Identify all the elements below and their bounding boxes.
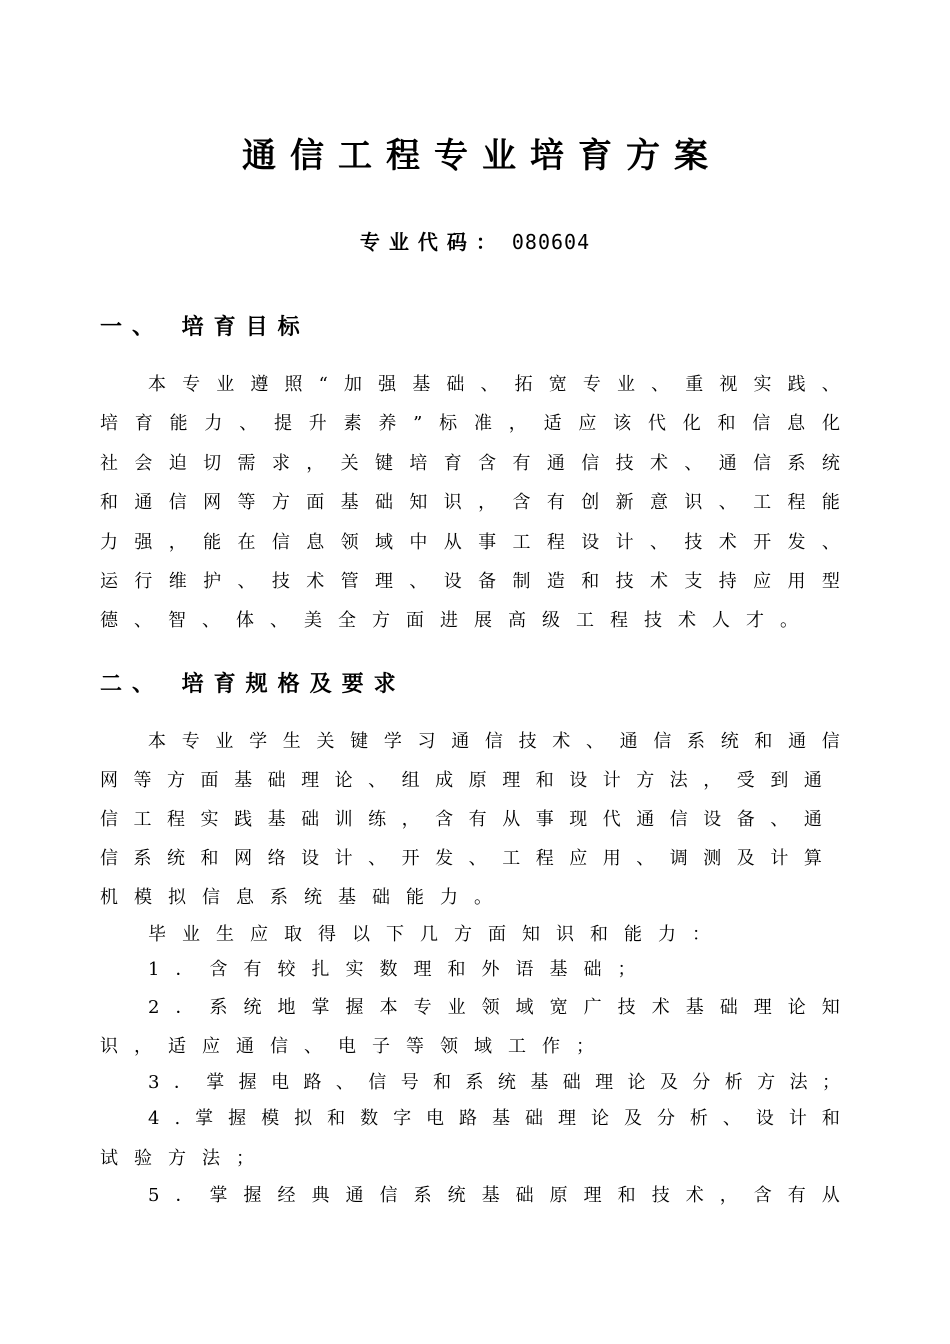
paragraph-line: 力 强 ， 能 在 信 息 领 域 中 从 事 工 程 设 计 、 技 术 开 发 、 [100,532,840,553]
paragraph-line: 信 系 统 和 网 络 设 计 、 开 发 、 工 程 应 用 、 调 测 及 计 算 [100,848,822,869]
section-heading-requirements: 二、 培育规格及要求 [100,672,406,697]
paragraph-line: 本 专 业 遵 照 “ 加 强 基 础 、 拓 宽 专 业 、 重 视 实 践 、 [148,374,840,395]
paragraph-line: 机 模 拟 信 息 系 统 基 础 能 力 。 [100,887,492,908]
paragraph-line: 培 育 能 力 、 提 升 素 养 ” 标 准 ， 适 应 该 代 化 和 信 息 化 [100,413,840,434]
paragraph-line: 社 会 迫 切 需 求 ， 关 键 培 育 含 有 通 信 技 术 、 通 信 系 统 [100,453,840,474]
document-title: 通信工程专业培育方案 [242,136,722,176]
paragraph-line: 和 通 信 网 等 方 面 基 础 知 识 ， 含 有 创 新 意 识 、 工 程 能 [100,492,840,513]
major-code [0,226,950,255]
major-code-label: 专业代码： [359,230,505,254]
list-item: 1 ． 含 有 较 扎 实 数 理 和 外 语 基 础 ； [148,959,636,980]
paragraph-line: 网 等 方 面 基 础 理 论 、 组 成 原 理 和 设 计 方 法 ， 受 到 通 [100,770,822,791]
list-item: 4 . 掌 握 模 拟 和 数 字 电 路 基 础 理 论 及 分 析 、 设 计 和 [148,1108,840,1129]
list-item: 2 ． 系 统 地 掌 握 本 专 业 领 域 宽 广 技 术 基 础 理 论 知 [148,997,840,1018]
list-item: 5 ． 掌 握 经 典 通 信 系 统 基 础 原 理 和 技 术 ， 含 有 从 [148,1185,840,1206]
section-heading-goals: 一、 培育目标 [100,315,310,340]
paragraph-line: 毕 业 生 应 取 得 以 下 几 方 面 知 识 和 能 力 ： [148,924,710,945]
major-code-value: 080604 [511,230,591,254]
list-item: 3 ． 掌 握 电 路 、 信 号 和 系 统 基 础 理 论 及 分 析 方 法 ； [148,1072,840,1093]
list-item-continuation: 识 ， 适 应 通 信 、 电 子 等 领 域 工 作 ； [100,1036,594,1057]
paragraph-line: 德 、 智 、 体 、 美 全 方 面 进 展 高 级 工 程 技 术 人 才 。 [100,610,798,631]
list-item-continuation: 试 验 方 法 ； [100,1148,254,1169]
paragraph-line: 信 工 程 实 践 基 础 训 练 ， 含 有 从 事 现 代 通 信 设 备 、 通 [100,809,822,830]
paragraph-line: 本 专 业 学 生 关 键 学 习 通 信 技 术 、 通 信 系 统 和 通 信 [148,731,840,752]
paragraph-line: 运 行 维 护 、 技 术 管 理 、 设 备 制 造 和 技 术 支 持 应 用 型 [100,571,840,592]
